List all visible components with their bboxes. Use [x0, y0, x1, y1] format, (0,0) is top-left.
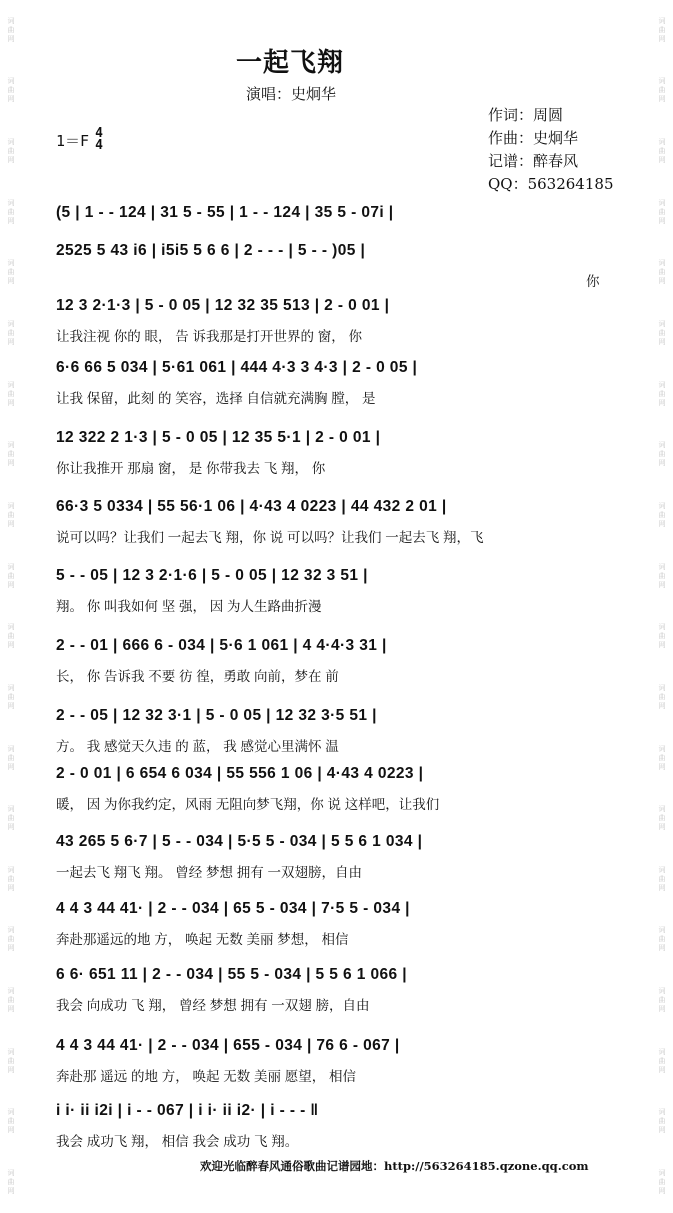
watermark: 词曲网 [658, 562, 666, 589]
transcriber-credit: 记谱：醉春风 [488, 152, 579, 170]
watermark: 词曲网 [658, 16, 666, 43]
watermark: 词曲网 [7, 441, 15, 468]
watermark: 词曲网 [658, 623, 666, 650]
watermark: 词曲网 [658, 259, 666, 286]
watermark: 词曲网 [7, 1108, 15, 1135]
lyric-line: 我会 成功飞 翔， 相信 我会 成功 飞 翔。 [56, 1134, 299, 1149]
notation-line: 2525 5 43 i6 | i5i5 5 6 6 | 2 - - - | 5 - - )05 | [56, 242, 366, 259]
lyric-line: 我会 向成功 飞 翔， 曾经 梦想 拥有 一双翅 膀，自由 [56, 998, 370, 1013]
watermark: 词曲网 [7, 77, 15, 104]
notation-line: i i· ii i2i | i - - 067 | i i· ii i2· | i - - - ‖ [56, 1102, 319, 1119]
watermark: 词曲网 [658, 198, 666, 225]
notation-line: (5 | 1 - - 124 | 31 5 - 55 | 1 - - 124 | 35 5 - 07i | [56, 204, 394, 221]
credits-block [488, 104, 614, 196]
watermark: 词曲网 [658, 77, 666, 104]
key-label: 1＝F [56, 131, 90, 150]
watermark: 词曲网 [658, 1168, 666, 1195]
watermark: 词曲网 [658, 501, 666, 528]
watermark: 词曲网 [658, 744, 666, 771]
singer-credit: 演唱：史炯华 [246, 85, 337, 103]
notation-line: 12 3 2·1·3 | 5 - 0 05 | 12 32 35 513 | 2 - 0 01 | [56, 297, 390, 314]
watermark: 词曲网 [658, 987, 666, 1014]
lyric-line: 奔赴那 遥远 的地 方， 唤起 无数 美丽 愿望， 相信 [56, 1069, 357, 1084]
lyric-line: 奔赴那遥远的地 方， 唤起 无数 美丽 梦想， 相信 [56, 932, 349, 947]
watermark: 词曲网 [7, 380, 15, 407]
notation-line: 2 - 0 01 | 6 654 6 034 | 55 556 1 06 | 4·43 4 0223 | [56, 765, 424, 782]
lyric-line: 说可以吗？让我们 一起去飞 翔，你 说 可以吗？让我们 一起去飞 翔，飞 [56, 530, 484, 545]
lyric-line: 让我注视 你的 眼， 告 诉我那是打开世界的 窗， 你 [56, 329, 363, 344]
watermark: 词曲网 [7, 805, 15, 832]
composer-credit: 作曲：史炯华 [488, 129, 579, 147]
notation-line: 6·6 66 5 034 | 5·61 061 | 444 4·3 3 4·3 | 2 - 0 05 | [56, 359, 418, 376]
lyric-line: 让我 保留，此刻 的 笑容，选择 自信就充满胸 膛， 是 [56, 391, 376, 406]
watermark: 词曲网 [7, 926, 15, 953]
key-signature [56, 128, 103, 152]
watermark: 词曲网 [7, 259, 15, 286]
watermark: 词曲网 [7, 1047, 15, 1074]
watermark-column-left [0, 0, 22, 1213]
watermark: 词曲网 [7, 865, 15, 892]
watermark: 词曲网 [7, 562, 15, 589]
lyricist-credit: 作词：周圆 [488, 106, 564, 124]
notation-line: 5 - - 05 | 12 3 2·1·6 | 5 - 0 05 | 12 32 3 51 | [56, 567, 368, 584]
lyric-line: 长， 你 告诉我 不要 彷 徨，勇敢 向前，梦在 前 [56, 669, 339, 684]
notation-line: 43 265 5 6·7 | 5 - - 034 | 5·5 5 - 034 | 5 5 6 1 034 | [56, 833, 423, 850]
watermark: 词曲网 [7, 744, 15, 771]
watermark: 词曲网 [7, 683, 15, 710]
watermark: 词曲网 [658, 441, 666, 468]
notation-line: 4 4 3 44 41· | 2 - - 034 | 655 - 034 | 76 6 - 067 | [56, 1037, 400, 1054]
notation-line: 2 - - 05 | 12 32 3·1 | 5 - 0 05 | 12 32 3·5 51 | [56, 707, 377, 724]
watermark: 词曲网 [7, 987, 15, 1014]
watermark: 词曲网 [658, 683, 666, 710]
watermark: 词曲网 [7, 16, 15, 43]
watermark: 词曲网 [658, 865, 666, 892]
notation-line: 12 322 2 1·3 | 5 - 0 05 | 12 35 5·1 | 2 - 0 01 | [56, 429, 381, 446]
song-title: 一起飞翔 [236, 48, 345, 78]
lyric-line: 你让我推开 那扇 窗， 是 你带我去 飞 翔， 你 [56, 461, 326, 476]
lyric-line: 方。 我 感觉天久违 的 蓝， 我 感觉心里满怀 温 [56, 739, 339, 754]
watermark: 词曲网 [658, 380, 666, 407]
watermark: 词曲网 [7, 198, 15, 225]
watermark: 词曲网 [658, 926, 666, 953]
notation-line: 6 6· 651 11 | 2 - - 034 | 55 5 - 034 | 5 5 6 1 066 | [56, 966, 407, 983]
watermark: 词曲网 [658, 1047, 666, 1074]
watermark: 词曲网 [658, 805, 666, 832]
lyric-line: 一起去飞 翔飞 翔。 曾经 梦想 拥有 一双翅膀，自由 [56, 865, 363, 880]
notation-line: 2 - - 01 | 666 6 - 034 | 5·6 1 061 | 4 4·4·3 31 | [56, 637, 387, 654]
watermark: 词曲网 [7, 320, 15, 347]
watermark: 词曲网 [7, 623, 15, 650]
time-numerator: 4 [95, 126, 103, 141]
notation-line: 4 4 3 44 41· | 2 - - 034 | 65 5 - 034 | 7·5 5 - 034 | [56, 900, 410, 917]
notation-line: 66·3 5 0334 | 55 56·1 06 | 4·43 4 0223 | 44 432 2 01 | [56, 498, 447, 515]
watermark-column-right [651, 0, 673, 1213]
lyric-line: 你 [586, 274, 600, 289]
lyric-line: 暖， 因 为你我约定，风雨 无阻向梦飞翔，你 说 这样吧，让我们 [56, 797, 440, 812]
watermark: 词曲网 [658, 320, 666, 347]
qq-number: QQ：563264185 [488, 175, 614, 193]
lyric-line: 翔。 你 叫我如何 坚 强， 因 为人生路曲折漫 [56, 599, 322, 614]
watermark: 词曲网 [7, 1168, 15, 1195]
time-signature [95, 128, 103, 152]
footer-link-text: 欢迎光临醉春风通俗歌曲记谱园地：http://563264185.qzone.qq.com [200, 1159, 589, 1173]
time-denominator: 4 [95, 138, 103, 153]
watermark: 词曲网 [7, 138, 15, 165]
watermark: 词曲网 [658, 138, 666, 165]
watermark: 词曲网 [658, 1108, 666, 1135]
watermark: 词曲网 [7, 501, 15, 528]
